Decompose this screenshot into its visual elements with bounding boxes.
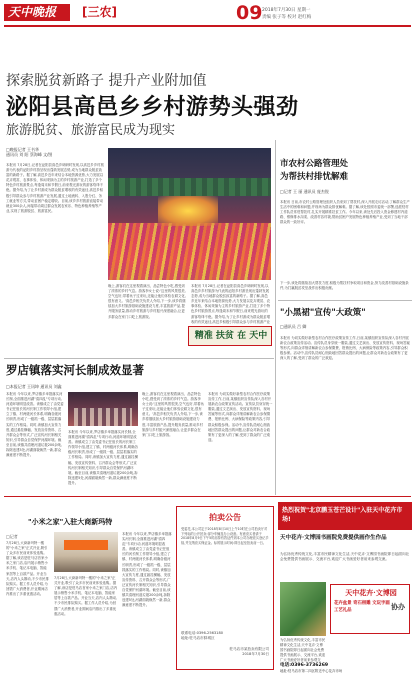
editor-line: 责编 张子等 校对 赵红梅: [262, 15, 312, 20]
poverty-banner-text: 精准 扶贫 在 天中: [194, 331, 268, 341]
ad-banner: [278, 502, 412, 530]
left-bottom-body-col2: 本报讯 今年以来,罗店镇多举措落实河长制,全面推进河湖"清四乱"专项行动,河道环境明显改善。该镇成立了由党委书记任组长的河长制工作领导小组,建立了镇、村两级河长体系,明确各级河长职责,形成了一级抓一级、层层抓落实的工作格局。同时,该镇加大宣传力度,通过悬挂横幅、发放宣传资料、召开群众会等形式,广泛宣传河长制相关知识,引导群众自觉保护河湖环境。截至目前,该镇共清理河道垃圾200余吨,拆除违建5处,河湖面貌焕然一新,群众满意度不断提升。: [68, 430, 138, 485]
headline-title: 泌阳县高邑乡乡村游势头强劲: [6, 95, 299, 120]
masthead-rule: [4, 25, 411, 27]
page-number: 09: [236, 2, 263, 24]
xiaomi-store-photo: [54, 532, 118, 572]
xiaomi-title: "小米之家"入驻大商新玛特: [28, 518, 113, 526]
auction-title: 拍卖公告: [209, 513, 241, 522]
section-label: [三农]: [82, 5, 117, 19]
flower-market-ad: [278, 502, 412, 672]
ad-phone: 电话:0396-3736269: [280, 663, 329, 668]
poverty-banner: [188, 326, 272, 346]
right-mid-body: 本报讯 为切实做好新型农村合作医疗政策宣传工作,日前,某镇组织宣传队深入各村开展新农合政策宣传活动。宣传队员身穿统一服装,通过文艺演出、发放宣传资料、现场答疑等形式,向群众详细讲解新农合参保缴费、报销比例、大病保险等政策内容,引导群众积极参保。活动中,宣传队员耐心细致地回答群众提出的问题,让群众对新农合政策有了更深入的了解,受到了群众的广泛欢迎。: [280, 336, 410, 361]
right-story-byline: □记者 王 丽 通讯员 庞杰锐: [280, 189, 329, 194]
xiaomi-byline: □记者: [6, 534, 18, 539]
left-bottom-body-col4: 本报讯 为切实做好新型农村合作医疗政策宣传工作,日前,某镇组织宣传队深入各村开展新农合政策宣传活动。宣传队员身穿统一服装,通过文艺演出、发放宣传资料、现场答疑等形式,向群众详细讲解新农合参保缴费、报销比例、大病保险等政策内容,引导群众积极参保。活动中,宣传队员耐心细致地回答群众提出的问题,让群众对新农合政策有了更深入的了解,受到了群众的广泛欢迎。: [208, 392, 273, 442]
auction-issuer: 驻马店市某拍卖有限公司 2018年7月30日: [229, 647, 269, 657]
left-bottom-title: 罗店镇落实河长制成效显著: [6, 363, 144, 377]
headline-subtitle: 旅游脱贫、旅游富民成为现实: [6, 123, 176, 138]
right-story-body: 本报讯 日前,市农村公路管理处组织人员来到了帮扶村,深入开展走访活动,了解群众生产生活中的困难和问题,并现场为群众排忧解难。据了解,该处按照市委统一部署,选派驻村工作队员常驻帮扶村,扎实开展精准扶贫工作。今年以来,该处先后投入资金修建村内道路、维修排水沟渠、改善村容村貌,帮助贫困户发展特色种植养殖产业,受到了当地干部群众的一致好评。: [280, 200, 410, 225]
left-bottom-byline: □本报记者 王讯坤 通讯员 刘鑫: [6, 384, 62, 389]
headline-body: 本报讯 7月28日,记者在泌阳县高邑乡调研时发现,以高邑乡乡村旅游为代表的泌阳乡村游呈现出蓬勃发展态势,成为当地群众脱贫致富的新路子。据了解,高邑乡近年来结合本地资源优势,大力发展以花卉观赏、农事体验、休闲采摘为主的乡村旅游产业,打造了多个特色乡村旅游景点,每逢周末和节假日,前来观光游玩的游客络绎不绝。据介绍,为了让乡村游成为群众脱贫增收的有效途径,高邑乡积极引导群众参与乡村旅游产业发展,通过土地流转、入股分红、务工就业等方式,带动贫困户稳定增收。目前,该乡乡村旅游直接带动就业300余人,间接带动周边群众发展农家乐、特色种植养殖等产业,实现了旅游脱贫、旅游富民。: [6, 163, 104, 213]
headline-byline: □晚报记者 王书华 通讯员 刘 阳 蔡海峰 文/图: [6, 147, 53, 158]
auction-body: 受委托,本公司定于2018年8月10日上午10时在公司拍卖厅对下列标的公开拍卖:部分车辆及办公设备。有意竞买者请于2018年8月9日下午5时前持有效证件到本公司办理竞买登记手续,并交纳竞买保证金。标的展示时间:即日起至拍卖前一日。: [181, 527, 269, 546]
flower-field-photo: [108, 148, 271, 280]
ad-address: 地址:驻马店市第二四区附近中心花卉市场: [280, 669, 343, 673]
right-story-title: 市农村公路管理处 为帮扶村排忧解难: [280, 159, 349, 182]
right-story-body-2: 下一步,该处将继续加大帮扶力度,积极为帮扶村争取项目和资金,努力改善村基础设施条件,为打赢脱贫攻坚战作出积极贡献。: [280, 281, 409, 291]
xiaomi-body-col3: 本报讯 今年以来,罗店镇多举措落实河长制,全面推进河湖"清四乱"专项行动,河道环境明显改善。该镇成立了由党委书记任组长的河长制工作领导小组,建立了镇、村两级河长体系,明确各级河长职责,形成了一级抓一级、层层抓落实的工作格局。同时,该镇加大宣传力度,通过悬挂横幅、发放宣传资料、召开群众会等形式,广泛宣传河长制相关知识,引导群众自觉保护河湖环境。截至目前,该镇共清理河道垃圾200余吨,拆除违建5处,河湖面貌焕然一新,群众满意度不断提升。: [122, 532, 172, 608]
headline-body-3: 本报讯 7月28日,记者在泌阳县高邑乡调研时发现,以高邑乡乡村旅游为代表的泌阳乡村游呈现出蓬勃发展态势,成为当地群众脱贫致富的新路子。据了解,高邑乡近年来结合本地资源优势,大力发展以花卉观赏、农事体验、休闲采摘为主的乡村旅游产业,打造了多个特色乡村旅游景点,每逢周末和节假日,前来观光游玩的游客络绎不绝。据介绍,为了让乡村游成为群众脱贫增收的有效途径,高邑乡积极引导群众参与乡村旅游产业: [191, 284, 271, 324]
ad-badge: 协办: [391, 603, 405, 611]
ad-photo: [280, 582, 326, 636]
ad-logo-box: [330, 584, 410, 634]
masthead: [0, 0, 415, 50]
ad-body: 为弘扬优秀传统文化,丰富市民精神文化生活,天中花卉·文博园书画院即日起面向社会免费提供书画展示、交流平台,欢迎广大书画爱好者前来参观交流。: [280, 552, 410, 562]
left-bottom-body-col1: 本报讯 今年以来,罗店镇多举措落实河长制,全面推进河湖"清四乱"专项行动,河道环境明显改善。该镇成立了由党委书记任组长的河长制工作领导小组,建立了镇、村两级河长体系,明确各级河长职责,形成了一级抓一级、层层抓落实的工作格局。同时,该镇加大宣传力度,通过悬挂横幅、发放宣传资料、召开群众会等形式,广泛宣传河长制相关知识,引导群众自觉保护河湖环境。截至目前,该镇共清理河道垃圾200余吨,拆除违建5处,河湖面貌焕然一新,群众满意度不断提升。: [6, 392, 64, 458]
right-mid-byline: □通讯员 吕 卿: [280, 324, 307, 329]
left-bottom-body-col3: 晚上,游客们在这里观看演出、品尝特色小吃,感受到了浓浓的乡村气息。游客李女士说:'这里的风景很美,空气也好,带着孩子过来玩,还能让他们体验农耕文化,很有意义。'高邑乡相关负责人介绍,下一步,该乡将继续加大乡村旅游基础设施建设力度,丰富旅游产品,提升服务质量,推动乡村旅游与乡村振兴深度融合,让更多群众在家门口吃上旅游饭。: [142, 392, 204, 437]
ad-body-2: 为弘扬优秀传统文化,丰富市民精神文化生活,天中花卉·文博园书画院即日起面向社会免费提供书画展示、交流平台,欢迎广大书画爱好者前来参观交: [280, 638, 326, 662]
ad-title: 天中花卉·文博园书画院免费提供画作生作品: [280, 535, 387, 541]
auction-notice: [176, 506, 274, 670]
auction-contact: 联系电话:0396-2563180 地址:驻马店市驿城区: [181, 631, 224, 641]
headline-kicker: 探索脱贫新路子 提升产业附加值: [6, 73, 207, 89]
date-line: 2018年7月30日 星期一: [262, 8, 311, 13]
xiaomi-body-col2: 7月28日,大商新玛特一楼的"小米之家"正式开业,吸引了众多市民前来体验选购。据了解,该店是驻马店首家小米之家门店,店内展示销售小米手机、笔记本电脑、智能家居等上百款产品。开业当天,店内人头攒动,不少市民排队购买。据工作人员介绍,为回馈广大消费者,开业期间店内推出了多重优惠活动。: [54, 576, 118, 616]
paper-name: 天中晚报: [8, 5, 57, 19]
headline-body-2: 晚上,游客们在这里观看演出、品尝特色小吃,感受到了浓浓的乡村气息。游客李女士说:'这里的风景很美,空气也好,带着孩子过来玩,还能让他们体验农耕文化,很有意义。'高邑乡相关负责人介绍,下一步,该乡将继续加大乡村旅游基础设施建设力度,丰富旅游产品,提升服务质量,推动乡村旅游与乡村振兴深度融合,让更多群众在家门口吃上旅游饭。: [108, 284, 186, 319]
ad-logo-sub: 花卉盆景 奇石根雕 文玩字画 工艺礼品: [334, 601, 390, 613]
right-mid-title: "小黑裙"宣传"大政策": [280, 308, 366, 318]
xiaomi-body-col1: 7月28日,大商新玛特一楼的"小米之家"正式开业,吸引了众多市民前来体验选购。据了解,该店是驻马店首家小米之家门店,店内展示销售小米手机、笔记本电脑、智能家居等上百款产品。开业当天,店内人头攒动,不少市民排队购买。据工作人员介绍,为回馈广大消费者,开业期间店内推出了多重优惠活动。: [6, 541, 49, 596]
performance-photo: [68, 392, 138, 426]
ad-logo: 天中花卉·文博园: [345, 588, 397, 597]
ad-banner-text: 热烈祝贺"北京鹏玉苍芒设计"入驻天中花卉市场!: [282, 507, 403, 523]
